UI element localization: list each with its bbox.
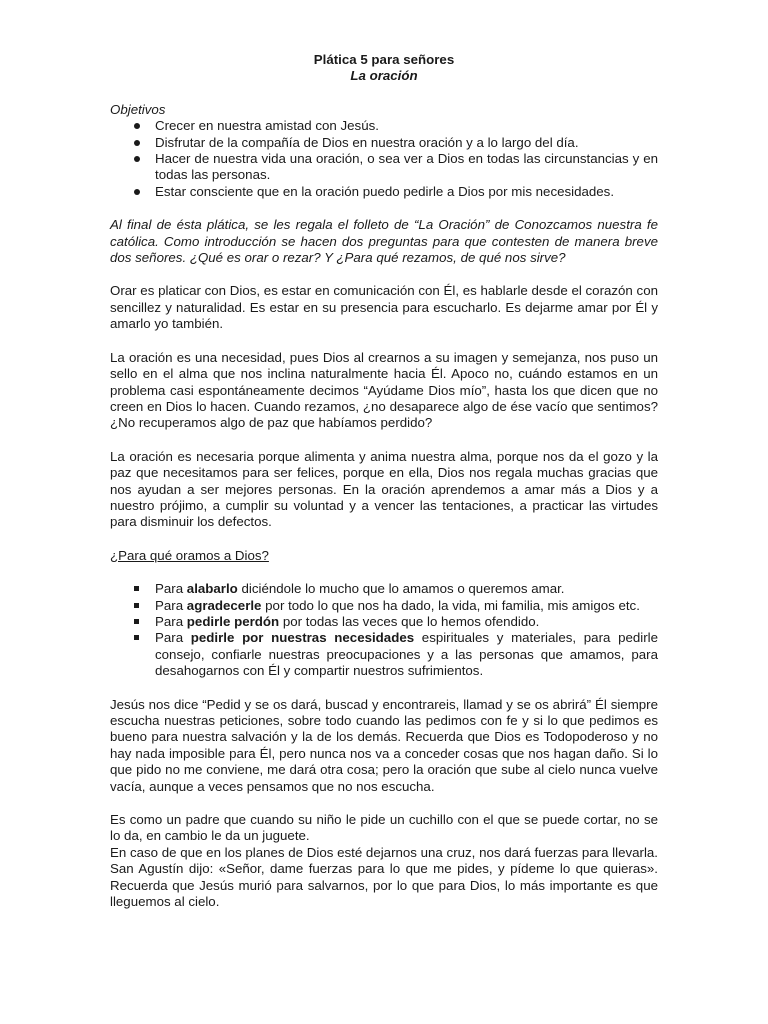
why-pray-item: Para pedirle por nuestras necesidades espirituales y materiales, para pedirle consejo, confiarle nuestras preocupaciones y a las personas que amamos, para desahogarnos con Él y compartir nuestros sufrimientos.: [110, 630, 658, 679]
paragraph-father-example: Es como un padre que cuando su niño le pide un cuchillo con el que se puede cortar, no se lo da, en cambio le da un juguete.: [110, 812, 658, 844]
document-subtitle: La oración: [350, 68, 418, 84]
objectives-label: Objetivos: [110, 101, 166, 117]
why-pray-item: Para pedirle perdón por todas las veces que lo hemos ofendido.: [110, 614, 658, 630]
objective-item: Crecer en nuestra amistad con Jesús.: [110, 118, 658, 134]
paragraph-prayer-need: La oración es una necesidad, pues Dios al crearnos a su imagen y semejanza, nos puso un sello en el alma que nos inclina naturalmente hacia Él. Apoco no, cuándo estamos en un problema casi espontáneamente decimos “Ayúdame Dios mío”, hasta los que dicen que no creen en Dios lo hacen. Cuando rezamos, ¿no desaparece algo de ése vacío que sentimos? ¿No recuperamos algo de paz que habíamos perdido?: [110, 349, 658, 431]
objective-item: Disfrutar de la compañía de Dios en nuestra oración y a lo largo del día.: [110, 135, 658, 151]
why-pray-item: Para agradecerle por todo lo que nos ha dado, la vida, mi familia, mis amigos etc.: [110, 598, 658, 614]
why-pray-item: Para alabarlo diciéndole lo mucho que lo amamos o queremos amar.: [110, 581, 658, 597]
objective-item: Hacer de nuestra vida una oración, o sea ver a Dios en todas las circunstancias y en todas las personas.: [110, 151, 658, 184]
intro-paragraph: Al final de ésta plática, se les regala el folleto de “La Oración” de Conozcamos nuestra fe católica. Como introducción se hacen dos preguntas para que contesten de manera breve dos señores. ¿Qué es orar o rezar? Y ¿Para qué rezamos, de qué nos sirve?: [110, 217, 658, 266]
paragraph-prayer-necessary: La oración es necesaria porque alimenta y anima nuestra alma, porque nos da el gozo y la paz que necesitamos para ser felices, porque en ella, Dios nos regala muchas gracias que nos ayudan a ser mejores personas. En la oración aprendemos a amar más a Dios y a nuestro prójimo, a cumplir su voluntad y a vencer las tentaciones, a practicar las virtudes para disminuir los defectos.: [110, 448, 658, 530]
why-pray-heading: ¿Para qué oramos a Dios?: [110, 547, 269, 563]
paragraph-cross: En caso de que en los planes de Dios esté dejarnos una cruz, nos dará fuerzas para llevarla. San Agustín dijo: «Señor, dame fuerzas para lo que me pides, y pídeme lo que quieras». Recuerda que Jesús murió para salvarnos, por lo que para Dios, lo más importante es que lleguemos al cielo.: [110, 844, 658, 910]
paragraph-ask-and-receive: Jesús nos dice “Pedid y se os dará, buscad y encontrareis, llamad y se os abrirá” Él siempre escucha nuestras peticiones, sobre todo cuando las pedimos con fe y si lo que pedimos es bueno para nuestra salvación y la de los demás. Recuerda que Dios es Todopoderoso y no hay nada imposible para Él, pero nunca nos va a conceder cosas que nos hagan daño. Si lo que pido no me conviene, me dará otra cosa; pero la oración que sube al cielo nunca vuelve vacía, aunque a veces pensamos que no nos escucha.: [110, 696, 658, 794]
document-title: Plática 5 para señores: [313, 52, 455, 67]
why-pray-list: [110, 581, 658, 679]
objective-item: Estar consciente que en la oración puedo pedirle a Dios por mis necesidades.: [110, 184, 658, 200]
paragraph-what-is-prayer: Orar es platicar con Dios, es estar en comunicación con Él, es hablarle desde el corazón con sencillez y naturalidad. Es estar en su presencia para escucharlo. Es dejarme amar por Él y amarlo yo también.: [110, 283, 658, 332]
objectives-list: [110, 118, 658, 200]
